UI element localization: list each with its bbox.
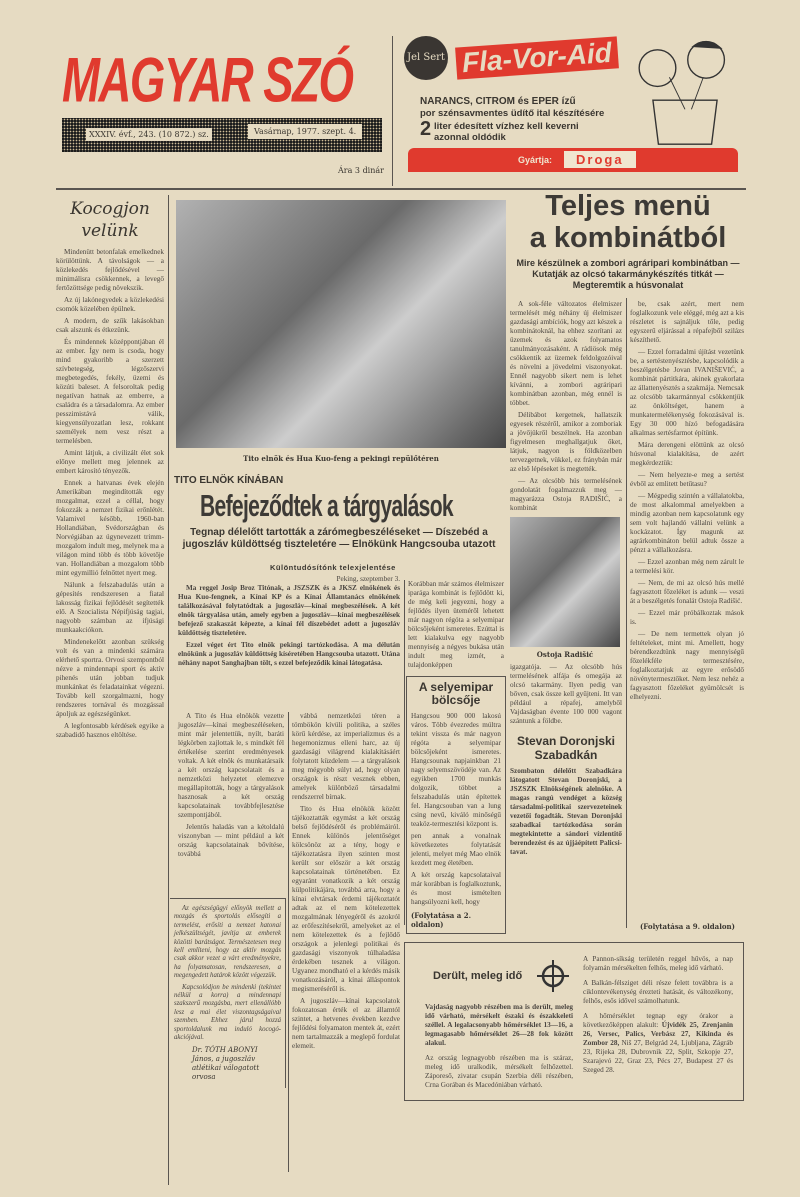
lead-col-1: A Tito és Hua elnökök vezette jugoszláv—kínai megbeszéléseken, mint már jelentettük, nyílt, baráti légkörben zajlottak le, s mindkét fél értékelése szerint eredményesek voltak. A két elnök és munkatársaik a két ország kapcsolatait és a nemzetközi helyzetet elemezve megállapították, hogy a tárgyalások hasznosak a két ország kapcsolatainak továbbfejlesztése szempontjából. Jelentős haladás van a kétoldalú viszonyban — mint például a két ország kapcsolatainak bővítése, továbbá xyxy=(178,712,284,858)
weather-title: Derült, meleg idő xyxy=(433,970,523,982)
radisic-photo xyxy=(510,517,620,647)
lead-byline: Különtudósítónk telexjelentése xyxy=(270,563,396,572)
issue-date: Vasárnap, 1977. szept. 4. xyxy=(248,124,362,139)
sun-compass-icon xyxy=(536,959,570,993)
doronjski-title: Stevan Doronjski Szabadkán xyxy=(516,734,616,762)
kicker: TITO ELNÖK KÍNÁBAN xyxy=(174,475,284,486)
radisic-caption: Ostoja Radišić xyxy=(536,650,594,659)
right-headline-line-2: a kombinátból xyxy=(529,222,727,254)
silk-column xyxy=(406,580,506,934)
kids-drinking-illustration xyxy=(630,36,740,146)
maker-label: Gyártja: xyxy=(518,155,553,165)
lead-col-2: vábbá nemzetközi téren a tömbökön kívüli politika, a széles körű kérdése, az imperializmus és a hegemonizmus elleni harc, az új gazdasági világrend kialakításáért folytatott küzdelem — a tárgyalások meg mégyobb súlyt ad, hogy olyan országok is részt vesznek ebben, amelyek különböző társadalmi rendszerrel bírnak. Tito és Hua elnökök között tájékoztatták egymást a két ország belső fejlődéséről és problémáiról. Ennek különös jelentőséget kölcsönöz az a tény, hogy e tájékoztatásra ilyen szinten most került sor először a két ország kapcsolatainak történetében. Ez egyaránt vonatkozik a két ország külpolitikájára, továbbá arra, hogy a kínai elvtársak érdemi tájékoztatót adtak az el nem kötelezettek mozgalmának lényegéről és azokról az erőfeszítésekről, amelyeket az el nem kötelezettek és a fejlődő országok a jelenlegi politikai és gazdasági viszonyok túlhaladása érdekében tesznek a világon. Ugyanez mondható el a kérdés másik vonatkozásáról, a kínai álláspontok megismeréséről is. A jugoszláv—kínai kapcsolatok fokozatosan érték el az államtól szintet, a hetvenes években kezdve fejlődési folyamaton mentek át, ezért nem tartalmazzák a meglepő fordulat elemeit. xyxy=(292,712,400,1050)
silk-title: A selyemipar bölcsője xyxy=(418,680,494,707)
tito-hua-photo xyxy=(176,200,506,448)
column-kocogjon xyxy=(56,198,164,743)
ad-line-3: liter édesített vízhez kell keverni xyxy=(434,121,579,132)
price: Ára 3 dinár xyxy=(338,166,384,175)
droga-logo: Droga xyxy=(564,151,636,168)
photo-caption: Tito elnök és Hua Kuo-feng a pekingi repülőtéren xyxy=(243,454,439,463)
author-signature: Dr. TÓTH ABONYI János, a jugoszláv atlétikai válogatott orvosa xyxy=(192,1045,260,1081)
ad-number: 2 xyxy=(420,118,432,140)
advertisement xyxy=(400,36,740,176)
right-col-3: be, csak azért, mert nem foglalkozunk vele eléggé, még azt a kis részletet is sajnáljuk tőle, pedig egyszerű eljárással a répafejből szilázs készíthető. — Ezzel forradalmi újítást vezetünk be, a sertéstenyésztésbe, kapcsolódik a beszélgetésbe Jovan IVANIŠEVIĆ, a kombinát pártitkára, akinek gyakorlata az állattenyésztés a szakmája. Nemcsak az olcsóbb takarmánnyal csökkentjük az önköltséget, hanem a munkatermelékenység fokozásával is. Egy 30 000 hízó befogadására alkalmas sertésfarmot építünk. Mára derengeni elöttünk az olcsó húsvonal kialakítása, de azért megkérdeztük: — Nem helyezte-e meg a sertést évből az emlitett betűtasu? — Mégpedig szintén a vállalatokba, de most alkalommal amelyekben a mindig azonban nem kapcsolatunk egy sem volt hajlandó vállalni velünk a kockázatot. Így magunk az agrárkombináton belül adtuk össze a pénzt a vállalkozásra. — Ezzel azonban még nem zárult le a termelési kör. — Nem, de mi az olcsó hús mellé fagyasztott főzeléket is adunk — veszi át a beszélgetés fonalát Ostoja Radišić. — Ezzel már próbálkoztak mások is. — De nem termettek olyan jó feltételeket, mint mi. Amellett, hogy bérendkezdtünk nagy mennyiségű főzelékféle termesztésére, foglalkoztatjuk az egyre erősödő növénytermesztőket. Nem lesz nehéz a fagyasztott főzeléket gyümölcsét is elhelyezni. xyxy=(630,300,744,701)
newspaper-title: MAGYAR SZÓ xyxy=(62,45,353,116)
right-col-1: A sok-féle változatos élelmiszer termelését még néhány új élelmiszer gazdasági ambíciók, hogy azt készek a kombinátoknál, ha ehhez szorítani az üzemek és azok folyamatos tanulmányozásaként. A rádiösok még csökkentik az üzemek feldolgozóival és növelni a jövedelmi viszonyokat. Ennél nagyobb sikert nem is lehet kívánni, a zombori agráripari kombinátban azonban, még ennél is többet. Délibábot kergetnek, hallatszik egyesek részéről, amikor a zomboriak a jövőjükről beszélnek. Ha azonban figyelmesen meghallgatjuk őket, látjuk, nagyon is földközelben tervezgetnek, vükkel, ez fránybán már az első lépéseket is megtették. — Az olcsóbb hús termelésének gondolatát fogalmazzuk meg — magyarázza Ostoja RADIŠIĆ, a kombinát xyxy=(510,300,622,512)
ad-line-2: por szénsavmentes üdítő ital készítésére xyxy=(420,108,605,119)
brand-logo: Fla-Vor-Aid xyxy=(455,36,619,79)
right-col-2: igazgatója. — Az olcsóbb hús termelésének alfája és omegája az olcsó takarmány. Ilyen pedig van bőven, csak össze kell gyűjteni. Itt van például a répafej, amelyből Vajdaságban évente 100 000 vagont szántunk a földbe. xyxy=(510,663,622,725)
masthead xyxy=(58,38,388,188)
right-headline-line-1: Teljes menü xyxy=(545,190,711,222)
ad-line-1: NARANCS, CITROM és EPER ízű xyxy=(420,96,576,107)
silk-box: A selyemipar bölcsője Hangcsou 900 000 lakosú város. Több évezredes múltra tekint vissza és már nagyon régóta a selyemipar bölcsőjeként ismeretes. Hangcsounak napjainkban 21 nagy selyemszövödéje van. Az egyikben 1700 munkás dolgozik, többet a felszabadulás után építettek fel. Hangcsouban van a lung csing nevű, kiváló minőségű teaköz-termesztési központ is. pen annak a vonalnak következetes folytatását jelenti, melyet még Mao elnök kezdett meg életében. A két ország kapcsolataival már korábban is foglalkoztunk, és most ismételten hangsúlyozni kell, hogy (Folytatása a 2. oldalon) xyxy=(406,676,506,934)
right-subhead: Mire készülnek a zombori agráripari kombinátban — Kutatják az olcsó takarmánykészítés titkát — Megteremtik a húsvonalat xyxy=(516,258,740,290)
right-headline xyxy=(512,190,744,254)
ad-line-4: azonnal oldódik xyxy=(434,132,506,143)
doronjski-text: Szombaton délelőtt Szabadkára látogatott Stevan Doronjski, a JSZSZK Elnökségének alelnöke. A magas rangú vendéget a község társadalmi-politikai szervezeteinek vezetői fogadták. Stevan Doronjski szabadkai tartózkodása során megtekintette a sándori vízlentitő berendezést és az újjáépített Palicsi-tavat. xyxy=(510,767,622,856)
lead-intro: Peking, szeptember 3. Ma reggel Josip Broz Titónak, a JSZSZK és a JKSZ elnökének és Hua Kuo-fengnek, a Kínai KP és a Kínai Államtanács elnökének találkozásával folytatódtak a jugoszláv—kínai megbeszélések. A két elnök tárgyalása után, amely egyben a jugoszláv—kínai megbeszélések befejező szakaszát képezte, a kínai fél díszebédet adott a jugoszláv küldöttség tiszteletére. Ezzel véget ért Tito elnök pekingi tartózkodása. A ma délután elnökünk a jugoszláv küldöttség kíséretében Hangcsouba utazott. Utána néhány napot Sanghajban tölt, s ezzel befejeződik kínai látogatása. xyxy=(178,575,400,667)
right-continued: (Folytatása a 9. oldalon) xyxy=(640,922,735,931)
weather-left: Derült, meleg idő Vajdaság nagyobb részében ma is derült, meleg idő várható, mérsékelt északi és északkeleti széllel. A legalacsonyabb hőmérséklet 13—16, a legmagasabb hőmérséklet 26—28 fok között alakul. Az ország legnagyobb részében ma is száraz, meleg idő uralkodik, mérsékelt felhőzettel. Záporeső, zivatar csupán Szerbia déli részében, Crna Gorában és Macedóniában várható. xyxy=(425,955,573,1090)
weather-right: A Pannon-síkság területén reggel hűvös, a nap folyamán mérsékelten felhős, meleg idő várható. A Balkán-félsziget déli része felett továbbra is a ciklontevékenység érezteti hatását, és változékony, felhős, esős idővel számolhatunk. A hőmérséklet tegnap egy órakor a következőképpen alakult: Újvidék 25, Zrenjanin 26, Versec, Palics, Verbász 27, Kikinda és Zombor 28, Niš 27, Belgrád 24, Ljubljana, Zágráb 23, Rijeka 28, Dubrovnik 22, Split, Szkopje 27, Szarajevó 22, Graz 23, Pécs 27, Budapest 27 és Szeged 28. xyxy=(583,955,734,1074)
lead-subhead: Tegnap délelőtt tartották a zárómegbeszéléseket — Díszebéd a jugoszláv küldöttség tiszteletére — Elnökünk Hangcsouba utazott xyxy=(182,527,496,550)
ad-footer-band xyxy=(408,148,738,172)
kocogjon-sidebar-box: Az egészségügyi előnyök mellett a mozgás és sportolás elősegíti a termelést, erősíti a nemzet hatonai jelkészültségét, javítja az emberek közötti barátságot. Természetesen meg kell említeni, hogy az aktív mozgás csak akkor vezet a várt eredményekre, ha folyamatosan, rendszeresen, a megengedett határok között végezzük. Kapcsolódjon be mindenki (tekintet nélkül a korra) a mindennapi szakszerű mozgásba, mert ellenállóbb lesz a mai élet viszontagságaival szemben. Ehhez járul hozzá sportoldalunk ma induló kocogó-akciójával. Dr. TÓTH ABONYI János, a jugoszláv atlétikai válogatott orvosa xyxy=(170,898,286,1088)
issue-number: XXXIV. évf., 243. (10 872.) sz. xyxy=(86,128,212,141)
silk-continued: (Folytatása a 2. oldalon) xyxy=(411,911,472,929)
silk-pre-text: Korábban már számos élelmiszer iparága kombinát is fejlődött ki, de még keli jegyezni, hogy a fejlődés ilyen üteméről lehetett már nagyon régóta a selyemipar bölcsőjeként ismeretes. Ezúttal is lett kialakulva egy nagyobb mennyiség a négyes bukása után indult meg izmét, a tulajdonképpen xyxy=(408,580,504,669)
issue-bar xyxy=(62,118,382,152)
weather-box xyxy=(404,942,744,1101)
column-title: Kocogjon velünk xyxy=(70,199,150,241)
jel-sert-badge: Jel Sert xyxy=(404,36,448,80)
right-middle-column xyxy=(510,300,622,857)
column-body: Mindenütt betonfalak emelkednek körülöttünk. A távolságok — a közlekedés fejlődésével — minimálisra csökkennek, a levegő fertőzöttsége pedig növekszik. Az új lakónegyedek a közlekedési csomók közelében épülnek. A modern, de szűk lakásokban csak alszunk és étkezünk. És mindennek középpontjában él az ember. Így nem is csoda, hogy mind gyakoribb a szerzett szívbetegség, légzőszervi megbetegedés, fekély, üzemi és közúti baleset. A felsoroltak pedig negatívan hatnak az emberre, a családra és a társadalomra. Az ember pesszimistává válik, kiegyensúlyozatlan lesz, rokkant személyek nem vesz részt a termelésben. Amint látjuk, a civilizált élet sok előnye mellett meg jelennek az embert károsító tényezők. Ennek a hatvanas évek elején Amerikában megindították egy mozgalmat, ezzel a céllal, hogy fokozzák a nemzet fizikai erőnlétét. Valamivel később, 1960-ban Hollandiában, Svédországban és Norvégiában az úgynevezett trimm-mozgalom indult meg, melynek ma a világon mind több és több követője van. Hollandiában a mozgalom több mint egymillió felnőttet nyert meg. Nálunk a felszabadulás után a gépesítés rendszeresen a fiatal lakosság fizikai fejlődését segítették elő. A Szocialista Népifjúság tagjai, nagyobb számban az ifjúsági munkaakciókon. Mindenekelőtt azonban szükség volt és van a mindenki számára elérhető sportra. Orvosi szempontból nézve a mindennapi sport és aktív pihenés után jobban tudjuk munkánkat és feladatainkat végezni. Tovább kell szorgalmazni, hogy rendszeres tornával és mozgással ápoljuk az egészségünket. A legfontosabb kérdések egyike a szabadidő hasznos eltöltése. xyxy=(56,248,164,739)
lead-headline: Befejeződtek a tárgyalások xyxy=(200,488,453,523)
